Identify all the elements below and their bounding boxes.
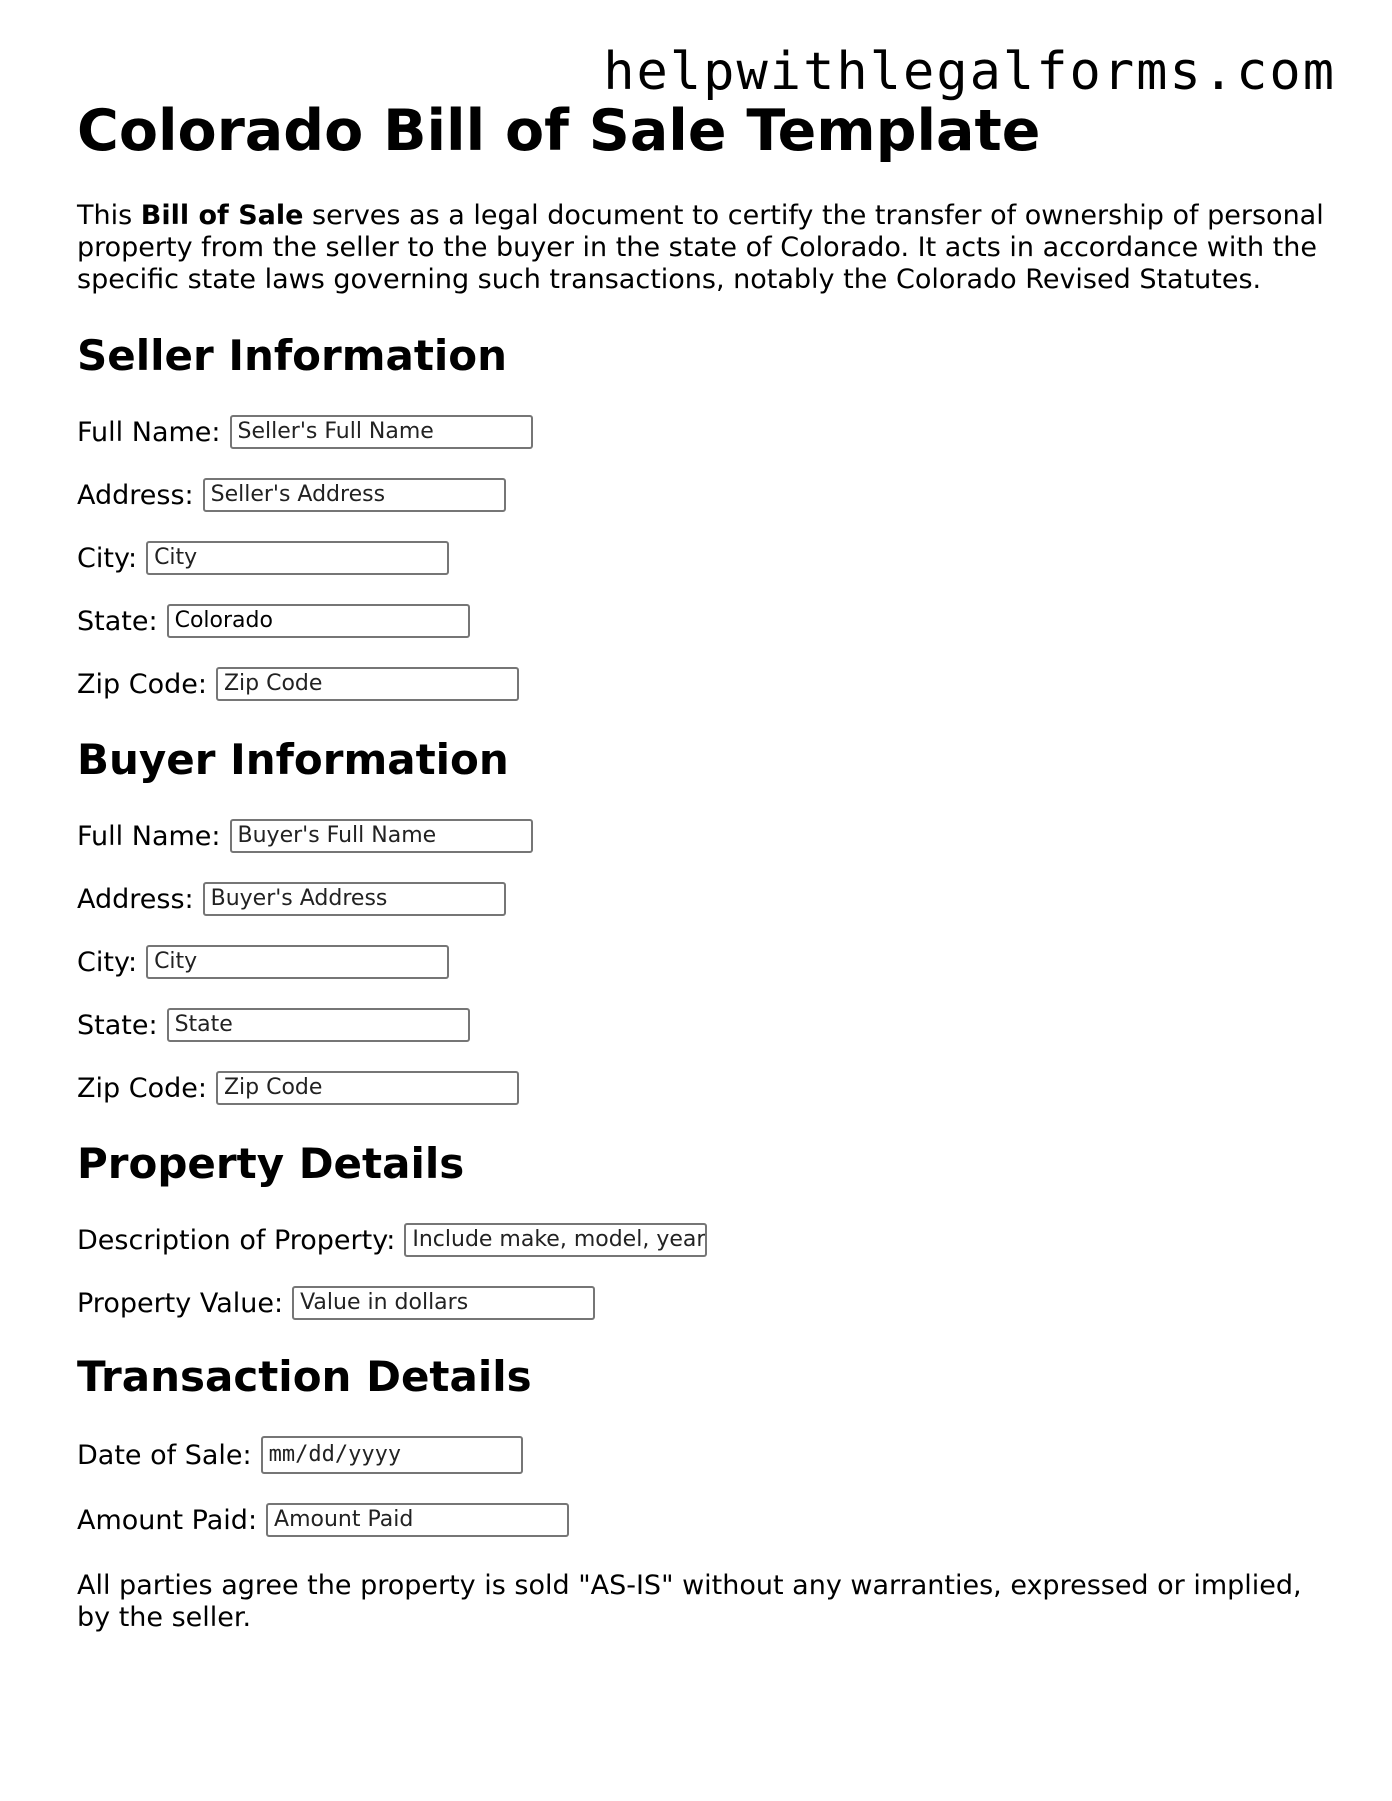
property-value-row bbox=[77, 1285, 1327, 1321]
seller-city-row bbox=[77, 540, 1327, 576]
seller-state-label: State: bbox=[77, 605, 158, 637]
property-value-label: Property Value: bbox=[77, 1287, 284, 1319]
sale-date-label: Date of Sale: bbox=[77, 1439, 252, 1471]
buyer-section-heading: Buyer Information bbox=[77, 735, 509, 784]
buyer-city-input[interactable]: City bbox=[146, 945, 449, 979]
buyer-address-row bbox=[77, 881, 1327, 917]
seller-state-row bbox=[77, 603, 1327, 639]
seller-zip-input[interactable]: Zip Code bbox=[216, 667, 519, 701]
buyer-address-label: Address: bbox=[77, 883, 194, 915]
sale-date-row bbox=[77, 1435, 1327, 1475]
as-is-statement: All parties agree the property is sold "AS-IS" without any warranties, expressed or implied, by the seller. bbox=[77, 1570, 1302, 1633]
seller-city-label: City: bbox=[77, 542, 138, 574]
sale-date-input[interactable]: mm/dd/yyyy bbox=[261, 1436, 523, 1474]
site-watermark: helpwithlegalforms.com bbox=[603, 42, 1336, 102]
seller-address-label: Address: bbox=[77, 479, 194, 511]
property-value-input[interactable]: Value in dollars bbox=[292, 1286, 595, 1320]
document-page bbox=[77, 96, 1327, 1634]
seller-state-input[interactable]: Colorado bbox=[167, 604, 470, 638]
amount-paid-row bbox=[77, 1502, 1327, 1538]
buyer-full-name-row bbox=[77, 818, 1327, 854]
intro-paragraph bbox=[77, 200, 1327, 296]
intro-suffix: serves as a legal document to certify the transfer of ownership of personal property from the seller to the buyer in the state of Colorado. It acts in accordance with the specific state laws governing such transactions, notably the Colorado Revised Statutes. bbox=[77, 200, 1324, 295]
seller-address-row bbox=[77, 477, 1327, 513]
seller-full-name-input[interactable]: Seller's Full Name bbox=[230, 415, 533, 449]
buyer-full-name-input[interactable]: Buyer's Full Name bbox=[230, 819, 533, 853]
property-description-input[interactable]: Include make, model, year bbox=[404, 1223, 707, 1257]
buyer-city-label: City: bbox=[77, 946, 138, 978]
page-title: Colorado Bill of Sale Template bbox=[77, 98, 1041, 164]
buyer-state-row bbox=[77, 1007, 1327, 1043]
intro-prefix: This bbox=[77, 200, 141, 231]
buyer-state-label: State: bbox=[77, 1009, 158, 1041]
seller-full-name-row bbox=[77, 414, 1327, 450]
seller-city-input[interactable]: City bbox=[146, 541, 449, 575]
buyer-zip-input[interactable]: Zip Code bbox=[216, 1071, 519, 1105]
intro-bold-term: Bill of Sale bbox=[140, 200, 304, 231]
property-description-row bbox=[77, 1222, 1327, 1258]
seller-zip-label: Zip Code: bbox=[77, 668, 207, 700]
property-description-label: Description of Property: bbox=[77, 1224, 396, 1256]
buyer-zip-row bbox=[77, 1070, 1327, 1106]
buyer-full-name-label: Full Name: bbox=[77, 820, 221, 852]
seller-section-heading: Seller Information bbox=[77, 331, 508, 380]
buyer-zip-label: Zip Code: bbox=[77, 1072, 207, 1104]
seller-zip-row bbox=[77, 666, 1327, 702]
buyer-address-input[interactable]: Buyer's Address bbox=[203, 882, 506, 916]
amount-paid-input[interactable]: Amount Paid bbox=[266, 1503, 569, 1537]
seller-address-input[interactable]: Seller's Address bbox=[203, 478, 506, 512]
seller-full-name-label: Full Name: bbox=[77, 416, 221, 448]
buyer-city-row bbox=[77, 944, 1327, 980]
transaction-section-heading: Transaction Details bbox=[77, 1352, 532, 1401]
buyer-state-input[interactable]: State bbox=[167, 1008, 470, 1042]
amount-paid-label: Amount Paid: bbox=[77, 1504, 258, 1536]
property-section-heading: Property Details bbox=[77, 1139, 465, 1188]
